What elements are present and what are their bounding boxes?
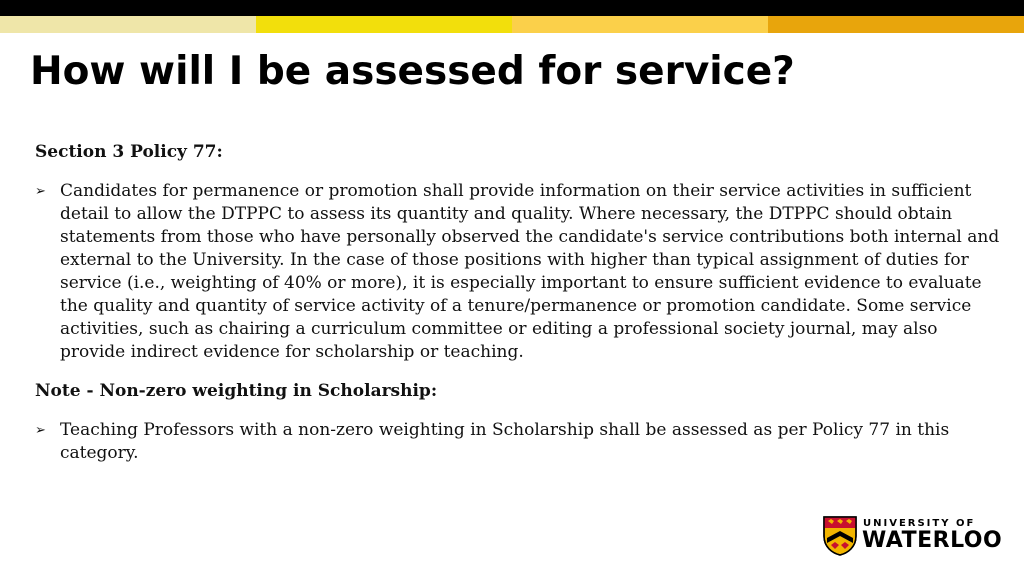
- stripe-yellow: [256, 16, 512, 33]
- stripe-gold: [768, 16, 1024, 33]
- logo-text-waterloo: WATERLOO: [862, 528, 1003, 553]
- arrow-bullet-icon: ➢: [35, 423, 46, 438]
- top-black-bar: [0, 0, 1024, 16]
- crest-icon: [823, 516, 857, 556]
- bullet-item-service-info: [35, 180, 1000, 364]
- bullet-text: Teaching Professors with a non-zero weighting in Scholarship shall be assessed as per Policy 77 in this category.: [60, 420, 950, 463]
- university-logo: [823, 516, 1003, 560]
- logo-text-university-of: UNIVERSITY OF: [863, 518, 976, 529]
- section-heading-note: Note - Non-zero weighting in Scholarship:: [35, 381, 438, 401]
- stripe-light-gold: [512, 16, 768, 33]
- slide-body: [35, 141, 1000, 481]
- slide-title: How will I be assessed for service?: [30, 49, 795, 94]
- arrow-bullet-icon: ➢: [35, 184, 46, 199]
- bullet-text: Candidates for permanence or promotion shall provide information on their service activities in sufficient detail to allow the DTPPC to assess its quantity and quality. Where necessary, the DTPPC should obtain statements from those who have personally observed the candidate's service contributions both internal and external to the University. In the case of those positions with higher than typical assignment of duties for service (i.e., weighting of 40% or more), it is especially important to ensure sufficient evidence to evaluate the quality and quantity of service activity of a tenure/permanence or promotion candidate. Some service activities, such as chairing a curriculum committee or editing a professional society journal, may also provide indirect evidence for scholarship or teaching.: [60, 181, 1000, 362]
- section-heading-policy-77: Section 3 Policy 77:: [35, 142, 223, 162]
- stripe-pale-yellow: [0, 16, 256, 33]
- brand-color-stripes: [0, 16, 1024, 33]
- bullet-item-teaching-professors: [35, 419, 1000, 465]
